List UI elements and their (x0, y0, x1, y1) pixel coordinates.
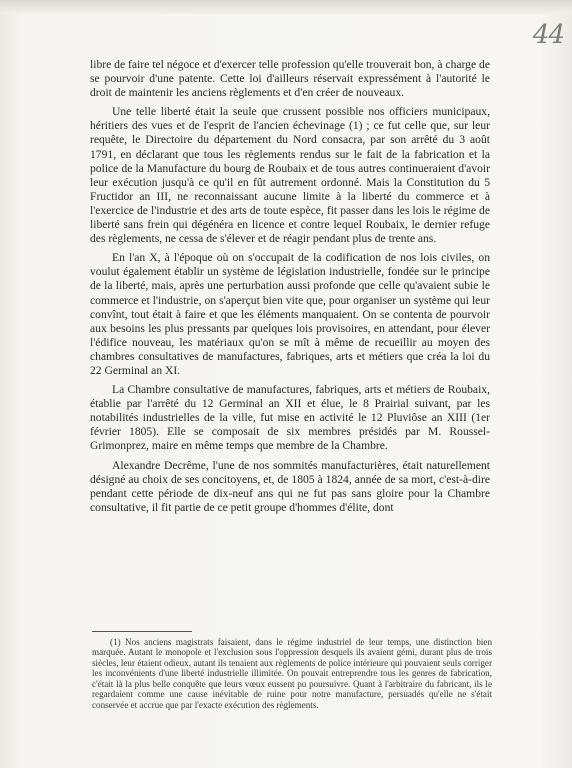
footnote (92, 637, 492, 710)
paragraph: La Chambre consultative de manufactures, fabriques, arts et métiers de Roubaix, établie par l'arrêté du 12 Germinal an XII et élue, le 8 Prairial suivant, par les notabilités industrielles de la ville, fut mise en activité le 12 Pluviôse an XIII (1er février 1805). Elle se composait de six membres présidés par M. Roussel-Grimonprez, maire en même temps que membre de la Chambre. (90, 383, 490, 453)
footnote-divider (92, 631, 192, 632)
body-text (90, 58, 490, 520)
paragraph: Une telle liberté était la seule que crussent possible nos officiers municipaux, héritiers des vues et de l'esprit de l'ancien échevinage (1) ; ce fut celle que, sur leur requête, le Directoire du département du Nord consacra, par son arrêté du 3 août 1791, en déclarant que tous les règlements rendus sur le fait de la fabrication et la police de la Manufacture du bourg de Roubaix et de tous autres continueraient d'avoir leur exécution jusqu'à ce qu'il en fût autrement ordonné. Mais la Constitution du 5 Fructidor an III, ne reconnaissant aucune limite à la liberté du commerce et à l'exercice de l'industrie et des arts de toute espèce, fit passer dans les lois le régime de liberté sans frein qui dégénéra en licence et contre lequel Roubaix, le dernier refuge des règlements, ne cessa de s'élever et de réagir pendant plus de trente ans. (90, 105, 490, 246)
page-number: 44 (532, 20, 564, 50)
page-top-edge (0, 0, 572, 14)
footnote-text: (1) Nos anciens magistrats faisaient, dans le régime industriel de leur temps, une distinction bien marquée. Autant le monopole et l'exclusion sous l'oppression desquels ils avaient gémi, durant plus de trois siècles, leur étaient odieux, autant ils tenaient aux règlements de police intérieure qui pouvaient seuls corriger les inconvénients d'une liberté industrielle illimitée. On pouvait entreprendre tous les genres de fabrication, c'était là la plus belle conquête que leurs vœux eussent pu poursuivre. Quant à l'arbitraire du fabricant, ils le regardaient comme une cause inévitable de ruine pour notre manufacture, persuadés qu'elle ne s'était conservée et accrue que par l'exacte exécution des règlements. (92, 637, 492, 710)
paragraph: Alexandre Decrême, l'une de nos sommités manufacturières, était naturellement désigné au choix de ses concitoyens, et, de 1805 à 1824, année de sa mort, c'est-à-dire pendant cette période de dix-neuf ans qui ne fut pas sans gloire pour la Chambre consultative, il fit partie de ce petit groupe d'hommes d'élite, dont (90, 458, 490, 514)
paragraph: En l'an X, à l'époque où on s'occupait de la codification de nos lois civiles, on voulut également établir un système de législation industrielle, fondée sur le principe de la liberté, mais, après une perturbation aussi profonde que celle qu'avaient subie le commerce et l'industrie, on s'aperçut bien vite que, pour organiser un système qui leur convînt, tout était à faire et que les éléments manquaient. On se contenta de pourvoir aux besoins les plus pressants par quelques lois provisoires, en attendant, pour élever l'édifice nouveau, les matériaux qu'on se mît à même de recueillir au moyen des chambres consultatives de manufactures, fabriques, arts et métiers que créa la loi du 22 Germinal an XI. (90, 251, 490, 377)
paragraph: libre de faire tel négoce et d'exercer telle profession qu'elle trouverait bon, à charge de se pourvoir d'une patente. Cette loi d'ailleurs réservait expressément à l'autorité le droit de maintenir les anciens règlements et d'en créer de nouveaux. (90, 58, 490, 100)
